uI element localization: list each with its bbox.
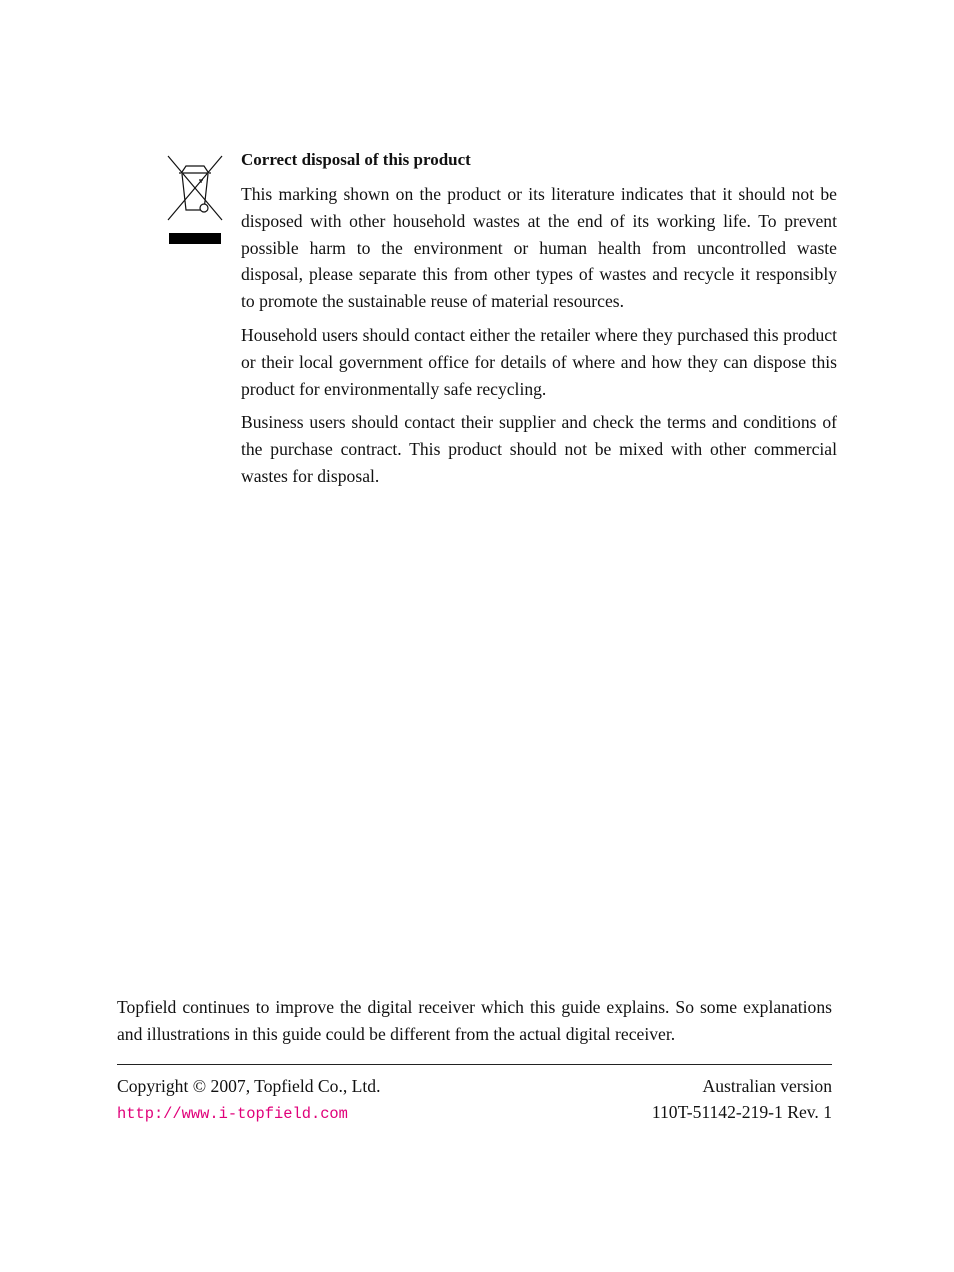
website-link[interactable]: http://www.i-topfield.com (117, 1105, 348, 1123)
disposal-notice (241, 147, 837, 497)
disposal-paragraph-3: Business users should contact their supplier and check the terms and conditions of the purchase contract. This product should not be mixed with other commercial wastes for disposal. (241, 412, 837, 486)
disposal-paragraph-2: Household users should contact either the retailer where they purchased this product or their local government office for details of where and how they can dispose this product for environmentally safe recycling. (241, 324, 837, 399)
crossed-out-wheelie-bin-icon (166, 154, 224, 246)
copyright-text: Copyright © 2007, Topfield Co., Ltd. (117, 1076, 381, 1096)
footer-divider (117, 1064, 832, 1065)
footer-right (652, 1073, 832, 1125)
disposal-paragraph-1: This marking shown on the product or its literature indicates that it should not be disposed with other household wastes at the end of its working life. To prevent possible harm to the environment or human health from uncontrolled waste disposal, please separate this from other types of wastes and recycle it responsibly to promote the sustainable reuse of material resources. (241, 184, 837, 312)
version-text: Australian version (702, 1076, 832, 1096)
footer-left (117, 1073, 381, 1127)
disposal-heading: Correct disposal of this product (241, 150, 471, 169)
revision-text: 110T-51142-219-1 Rev. 1 (651, 1102, 832, 1122)
improvement-notice: Topfield continues to improve the digital receiver which this guide explains. So some explanations and illustrations in this guide could be different from the actual digital receiver. (117, 997, 832, 1044)
